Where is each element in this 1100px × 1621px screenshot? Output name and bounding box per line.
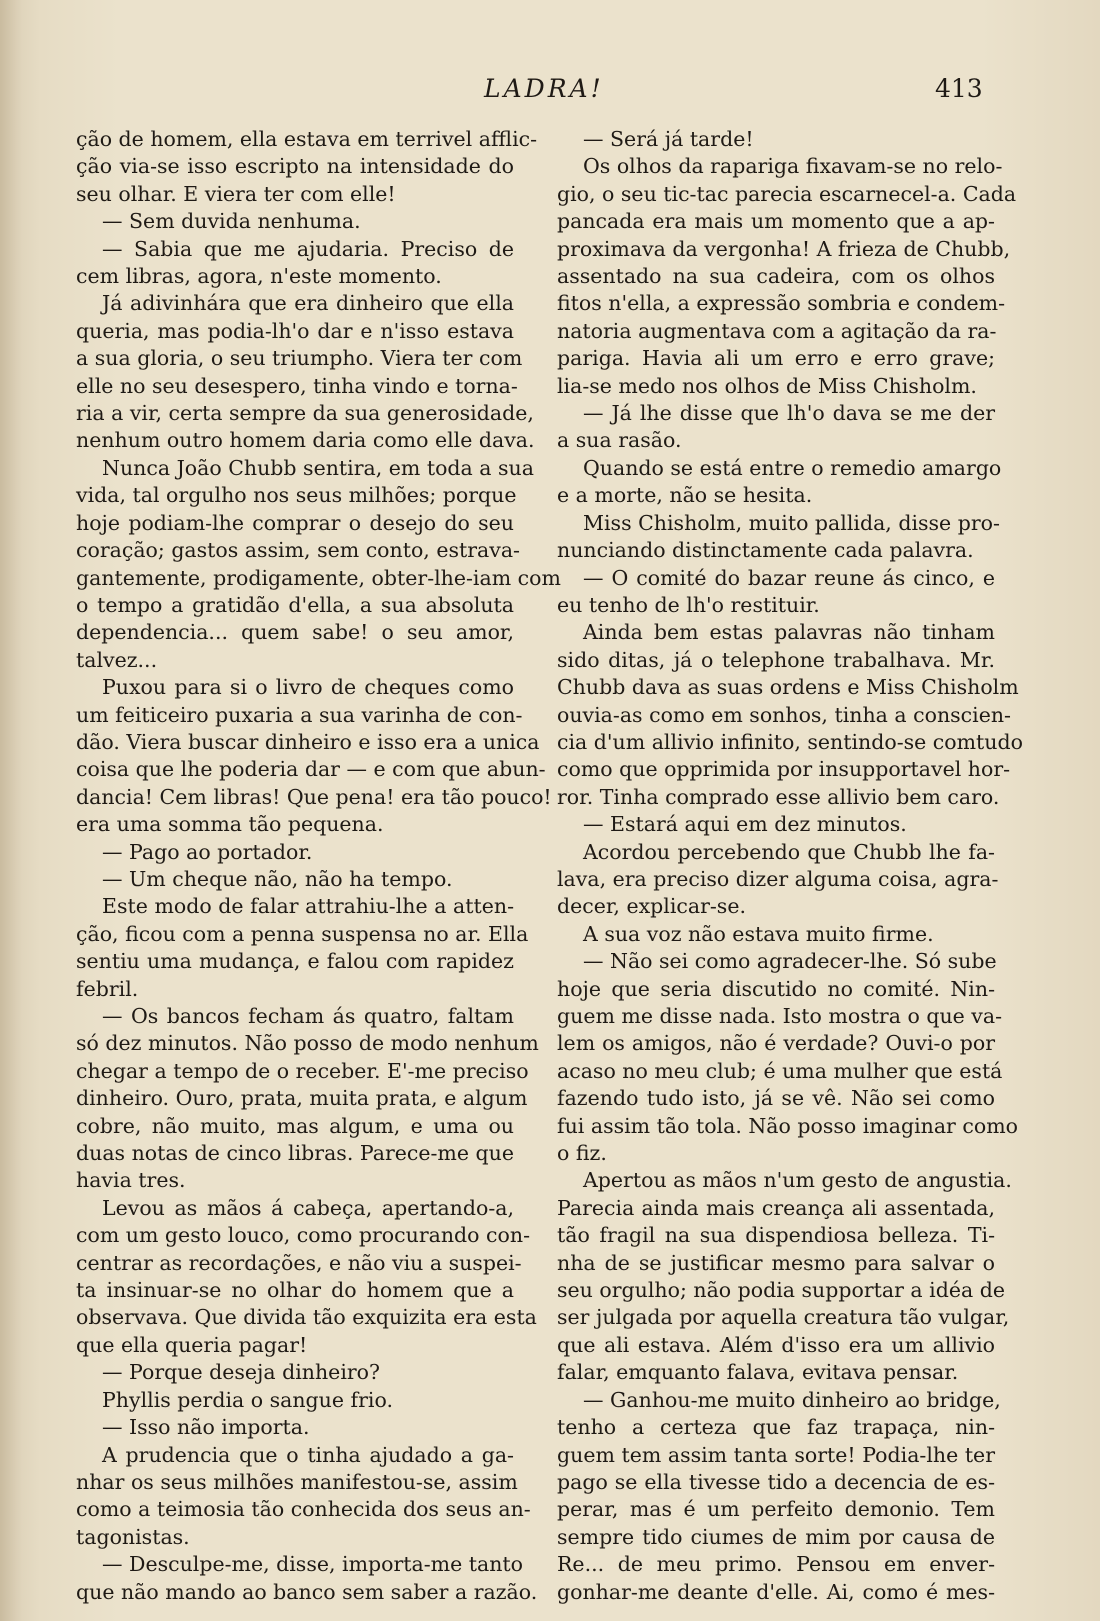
- text-line: cia d'um allivio infinito, sentindo-se comtudo: [557, 729, 1023, 754]
- text-line: — Sem duvida nenhuma.: [102, 209, 361, 234]
- text-line: sempre tido ciumes de mim por causa de: [557, 1524, 995, 1549]
- text-line: a sua gloria, o seu triumpho. Viera ter com: [76, 346, 523, 371]
- text-line: coração; gastos assim, sem conto, estrava-: [76, 538, 520, 563]
- text-line: — Um cheque não, não ha tempo.: [102, 866, 453, 891]
- text-line: — Não sei como agradecer-lhe. Só sube: [583, 949, 997, 974]
- text-line: Os olhos da rapariga fixavam-se no relo-: [583, 154, 1003, 179]
- text-line: hoje que seria discutido no comité. Nin-: [557, 976, 995, 1001]
- text-line: Apertou as mãos n'um gesto de angustia.: [583, 1168, 1012, 1193]
- text-line: dão. Viera buscar dinheiro e isso era a unica: [76, 729, 540, 754]
- text-line: seu olhar. E viera ter com elle!: [76, 181, 396, 206]
- text-line: Miss Chisholm, muito pallida, disse pro-: [583, 510, 1000, 535]
- text-line: seu orgulho; não podia supportar a idéa de: [557, 1278, 1005, 1303]
- text-line: cobre, não muito, mas algum, e uma ou: [76, 1113, 514, 1138]
- text-line: dependencia... quem sabe! o seu amor,: [76, 620, 514, 645]
- running-title: LADRA!: [484, 74, 604, 103]
- text-line: ta insinuar-se no olhar do homem que a: [76, 1278, 514, 1303]
- text-line: nunciando distinctamente cada palavra.: [557, 538, 974, 563]
- text-line: sentiu uma mudança, e falou com rapidez: [76, 949, 514, 974]
- page-gutter-shadow: [0, 0, 22, 1621]
- text-line: nhar os seus milhões manifestou-se, assim: [76, 1469, 518, 1494]
- text-line: Phyllis perdia o sangue frio.: [102, 1387, 393, 1412]
- text-line: Este modo de falar attrahiu-lhe a atten-: [102, 894, 514, 919]
- text-line: elle no seu desespero, tinha vindo e torna-: [76, 373, 518, 398]
- text-line: Já adivinhára que era dinheiro que ella: [102, 291, 514, 316]
- text-line: proximava da vergonha! A frieza de Chubb,: [557, 236, 1011, 261]
- text-line: Nunca João Chubb sentira, em toda a sua: [102, 455, 534, 480]
- text-line: — Desculpe-me, disse, importa-me tanto: [102, 1552, 523, 1577]
- text-line: centrar as recordações, e não viu a suspei-: [76, 1250, 522, 1275]
- text-line: coisa que lhe poderia dar — e com que abun-: [76, 757, 546, 782]
- text-line: o fiz.: [557, 1141, 607, 1166]
- text-line: — Porque deseja dinheiro?: [102, 1360, 381, 1385]
- text-line: que não mando ao banco sem saber a razão.: [76, 1579, 538, 1604]
- text-line: fitos n'ella, a expressão sombria e condem-: [557, 291, 1006, 316]
- text-line: A sua voz não estava muito firme.: [583, 921, 934, 946]
- text-line: — Isso não importa.: [102, 1415, 310, 1440]
- text-line: duas notas de cinco libras. Parece-me que: [76, 1141, 514, 1166]
- text-line: — Estará aqui em dez minutos.: [583, 812, 907, 837]
- text-line: o tempo a gratidão d'ella, a sua absoluta: [76, 592, 514, 617]
- text-column-right: [557, 126, 1023, 1606]
- text-line: sido ditas, já o telephone trabalhava. Mr.: [557, 647, 995, 672]
- text-line: como que opprimida por insupportavel hor-: [557, 757, 1011, 782]
- text-line: Quando se está entre o remedio amargo: [583, 455, 1002, 480]
- text-line: havia tres.: [76, 1168, 186, 1193]
- text-line: lia-se medo nos olhos de Miss Chisholm.: [557, 373, 977, 398]
- text-line: queria, mas podia-lh'o dar e n'isso estava: [76, 318, 514, 343]
- text-line: observava. Que divida tão exquizita era esta: [76, 1305, 537, 1330]
- text-line: — Já lhe disse que lh'o dava se me der: [583, 401, 995, 426]
- text-line: — Os bancos fecham ás quatro, faltam: [102, 1004, 514, 1028]
- page-number: 413: [935, 74, 983, 103]
- text-line: — O comité do bazar reune ás cinco, e: [583, 565, 995, 590]
- text-line: talvez...: [76, 647, 158, 672]
- text-line: pancada era mais um momento que a ap-: [557, 209, 995, 234]
- text-line: fazendo tudo isto, já se vê. Não sei como: [557, 1086, 995, 1111]
- text-line: ror. Tinha comprado esse allivio bem caro.: [557, 784, 1000, 809]
- text-line: ser julgada por aquella creatura tão vulgar,: [557, 1305, 1010, 1330]
- text-line: tenho a certeza que faz trapaça, nin-: [557, 1415, 995, 1440]
- text-line: dinheiro. Ouro, prata, muita prata, e algum: [76, 1086, 528, 1111]
- text-line: eu tenho de lh'o restituir.: [557, 592, 820, 617]
- text-line: um feiticeiro puxaria a sua varinha de con-: [76, 702, 523, 727]
- text-line: falar, emquanto falava, evitava pensar.: [557, 1360, 959, 1385]
- text-line: ouvia-as como em sonhos, tinha a conscien-: [557, 702, 1011, 727]
- text-line: ção de homem, ella estava em terrivel afflic-: [76, 127, 538, 151]
- text-line: dancia! Cem libras! Que pena! era tão pouco!: [76, 784, 552, 809]
- text-line: decer, explicar-se.: [557, 894, 746, 919]
- text-line: Parecia ainda mais creança ali assentada,: [557, 1195, 995, 1220]
- text-line: Ainda bem estas palavras não tinham: [583, 620, 995, 645]
- text-line: Acordou percebendo que Chubb lhe fa-: [583, 839, 995, 864]
- text-line: — Ganhou-me muito dinheiro ao bridge,: [583, 1387, 1001, 1412]
- text-line: — Pago ao portador.: [102, 839, 313, 864]
- text-line: que ali estava. Além d'isso era um allivio: [557, 1332, 995, 1357]
- text-line: guem tem assim tanta sorte! Podia-lhe ter: [557, 1442, 995, 1467]
- text-line: — Sabia que me ajudaria. Preciso de: [102, 236, 514, 261]
- text-line: assentado na sua cadeira, com os olhos: [557, 264, 995, 289]
- text-line: guem me disse nada. Isto mostra o que va-: [557, 1004, 1003, 1028]
- text-line: nha de se justificar mesmo para salvar o: [557, 1250, 995, 1275]
- text-line: nenhum outro homem daria como elle dava.: [76, 428, 535, 453]
- text-line: ção, ficou com a penna suspensa no ar. Ella: [76, 921, 529, 946]
- text-line: como a teimosia tão conhecida dos seus an-: [76, 1497, 531, 1522]
- text-line: vida, tal orgulho nos seus milhões; porque: [76, 483, 517, 508]
- text-line: que ella queria pagar!: [76, 1332, 308, 1357]
- text-line: a sua rasão.: [557, 428, 682, 453]
- text-line: Puxou para si o livro de cheques como: [102, 675, 514, 700]
- text-line: só dez minutos. Não posso de modo nenhum: [76, 1031, 539, 1056]
- text-line: Re... de meu primo. Pensou em enver-: [557, 1552, 995, 1577]
- text-line: pago se ella tivesse tido a decencia de es-: [557, 1469, 995, 1494]
- text-line: gio, o seu tic-tac parecia escarnecel-a. Cada: [557, 181, 1017, 206]
- text-line: era uma somma tão pequena.: [76, 812, 384, 837]
- text-line: Chubb dava as suas ordens e Miss Chisholm: [557, 675, 1019, 700]
- text-line: gantemente, prodigamente, obter-lhe-iam com: [76, 565, 561, 590]
- text-line: — Será já tarde!: [583, 127, 754, 151]
- text-line: ria a vir, certa sempre da sua generosidade,: [76, 401, 534, 426]
- text-line: chegar a tempo de o receber. E'-me preciso: [76, 1058, 529, 1083]
- text-line: pariga. Havia ali um erro e erro grave;: [557, 346, 995, 371]
- text-line: lem os amigos, não é verdade? Ouvi-o por: [557, 1031, 995, 1056]
- text-line: tagonistas.: [76, 1524, 190, 1549]
- text-line: e a morte, não se hesita.: [557, 483, 813, 508]
- text-line: com um gesto louco, como procurando con-: [76, 1223, 530, 1248]
- text-line: febril.: [76, 976, 139, 1001]
- text-line: A prudencia que o tinha ajudado a ga-: [102, 1442, 514, 1467]
- text-line: lava, era preciso dizer alguma coisa, agra-: [557, 866, 999, 891]
- text-line: Levou as mãos á cabeça, apertando-a,: [102, 1195, 514, 1220]
- text-line: hoje podiam-lhe comprar o desejo do seu: [76, 510, 514, 535]
- text-line: tão fragil na sua dispendiosa belleza. Ti-: [557, 1223, 995, 1248]
- text-line: perar, mas é um perfeito demonio. Tem: [557, 1497, 995, 1522]
- text-line: gonhar-me deante d'elle. Ai, como é mes-: [557, 1579, 995, 1604]
- text-line: natoria augmentava com a agitação da ra-: [557, 318, 997, 343]
- text-line: fui assim tão tola. Não posso imaginar como: [557, 1113, 1018, 1138]
- text-column-left: [76, 126, 561, 1606]
- text-line: acaso no meu club; é uma mulher que está: [557, 1058, 1003, 1083]
- text-line: ção via-se isso escripto na intensidade do: [76, 154, 514, 179]
- text-line: cem libras, agora, n'este momento.: [76, 264, 442, 289]
